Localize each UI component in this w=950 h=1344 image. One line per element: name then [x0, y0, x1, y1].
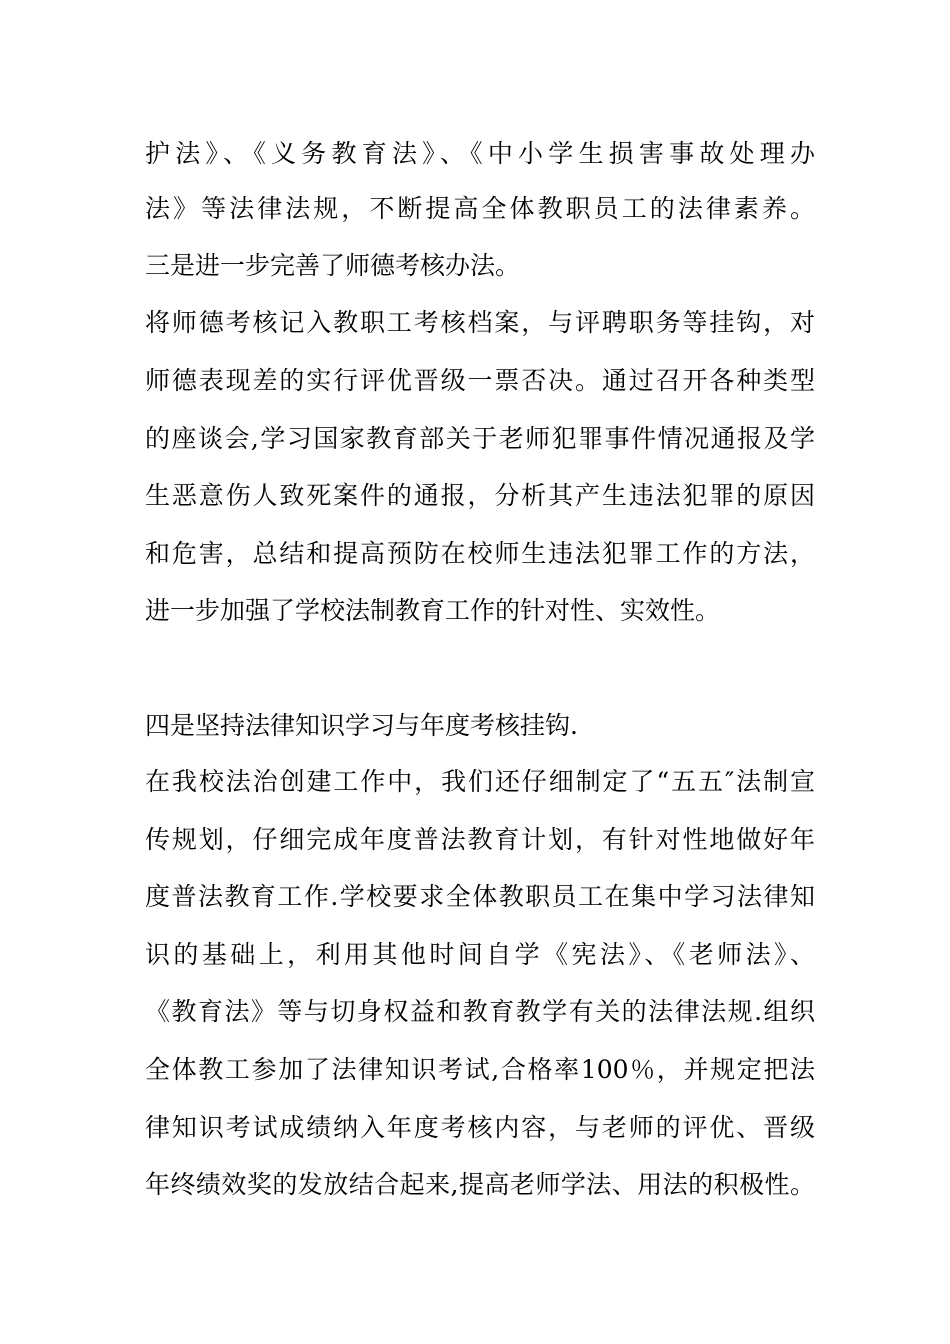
text-line: 传规划，仔细完成年度普法教育计划，有针对性地做好年 [145, 825, 815, 854]
text-line: 识的基础上，利用其他时间自学《宪法》、《老师法》、 [145, 940, 815, 969]
text-line: 《教育法》等与切身权益和教育教学有关的法律法规.组织 [145, 997, 815, 1026]
text-line: 进一步加强了学校法制教育工作的针对性、实效性。 [145, 596, 721, 625]
text-line: 将师德考核记入教职工考核档案，与评聘职务等挂钩，对 [145, 308, 815, 337]
text-line: 在我校法治创建工作中，我们还仔细制定了“五五″法制宣 [145, 767, 815, 796]
section-heading: 三是进一步完善了师德考核办法。 [145, 251, 521, 280]
text-line: 护法》、《义务教育法》、《中小学生损害事故处理办 [145, 139, 815, 168]
text-line: 师德表现差的实行评优晋级一票否决。通过召开各种类型 [145, 366, 815, 395]
text-line: 法》等法律法规，不断提高全体教职员工的法律素养。 [145, 194, 815, 223]
text-line: 律知识考试成绩纳入年度考核内容，与老师的评优、晋级 [145, 1113, 815, 1142]
text-line: 的座谈会,学习国家教育部关于老师犯罪事件情况通报及学 [145, 424, 815, 453]
text-line: 生恶意伤人致死案件的通报，分析其产生违法犯罪的原因 [145, 481, 815, 510]
section-heading: 四是坚持法律知识学习与年度考核挂钩. [145, 711, 578, 740]
text-line: 度普法教育工作.学校要求全体教职员工在集中学习法律知 [145, 882, 815, 911]
text-line: 全体教工参加了法律知识考试,合格率100％，并规定把法 [145, 1055, 815, 1084]
text-line: 和危害，总结和提高预防在校师生违法犯罪工作的方法， [145, 539, 815, 568]
text-line: 年终绩效奖的发放结合起来,提高老师学法、用法的积极性。 [145, 1170, 815, 1199]
